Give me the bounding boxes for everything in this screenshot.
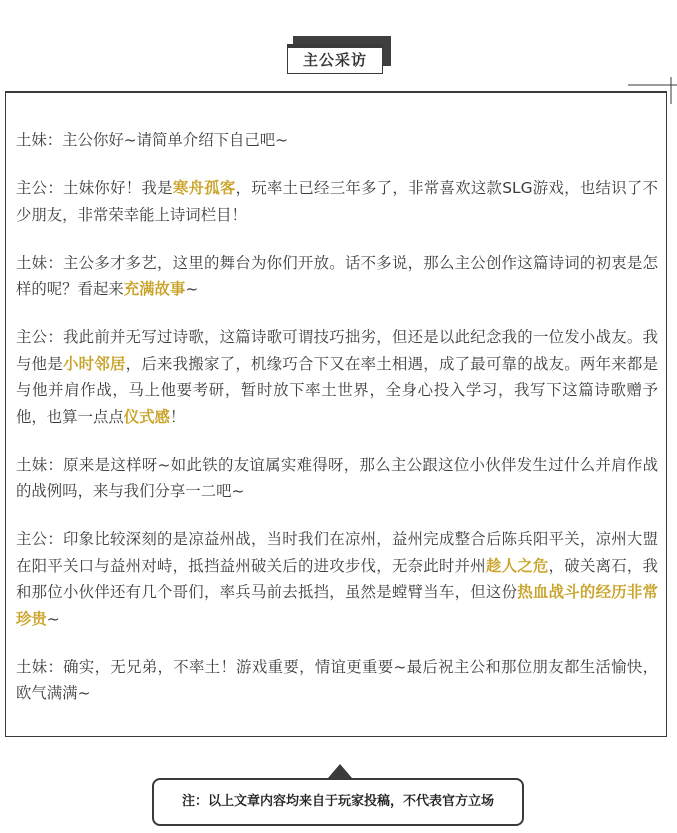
paragraph-text: 土妹：主公多才多艺，这里的舞台为你们开放。话不多说，那么主公创作这篇诗词的初衷是怎样的呢？看起来 xyxy=(16,253,658,298)
highlighted-phrase: 充满故事 xyxy=(123,280,186,298)
paragraph-text: ~ xyxy=(185,280,199,298)
highlighted-phrase: 小时邻居 xyxy=(63,354,126,373)
interview-content xyxy=(16,127,658,728)
note-pointer-icon xyxy=(328,764,352,778)
highlighted-phrase: 寒舟孤客 xyxy=(172,179,236,197)
interview-paragraph xyxy=(16,250,658,303)
interview-paragraph xyxy=(16,127,658,154)
paragraph-text: ~ xyxy=(46,609,60,628)
section-title: 主公采访 xyxy=(287,44,383,74)
paragraph-text: ，后来我搬家了，机缘巧合下又在率土相遇，成了最可靠的战友。两年来都是与他并肩作战，马上他要考研，暂时放下率土世界，全身心投入学习，我写下这篇诗歌赠予他，也算一点点 xyxy=(16,354,658,426)
paragraph-text: 主公：我此前并无写过诗歌，这篇诗歌可谓技巧拙劣，但还是以此纪念我的一位发小战友。我与他是 xyxy=(16,328,658,373)
paragraph-text: 主公：土妹你好！我是 xyxy=(16,179,173,197)
paragraph-text: ！ xyxy=(169,407,186,426)
paragraph-text: ，玩率土已经三年多了，非常喜欢这款SLG游戏，也结识了不少朋友，非常荣幸能上诗词栏目！ xyxy=(16,179,658,224)
interview-paragraph xyxy=(16,654,658,707)
interview-paragraph xyxy=(16,175,658,228)
highlighted-phrase: 趁人之危 xyxy=(485,556,549,575)
highlighted-phrase: 仪式感 xyxy=(123,407,170,426)
paragraph-text: 土妹：确实，无兄弟，不率土！游戏重要，情谊更重要~最后祝主公和那位朋友都生活愉快，欧气满满~ xyxy=(16,657,658,702)
disclaimer-note: 注：以上文章内容均来自于玩家投稿，不代表官方立场 xyxy=(152,778,524,826)
interview-paragraph xyxy=(16,452,658,505)
paragraph-text: 主公：印象比较深刻的是凉益州战，当时我们在凉州，益州完成整合后陈兵阳平关，凉州大盟在阳平关口与益州对峙，抵挡益州破关后的进攻步伐，无奈此时并州 xyxy=(16,530,658,575)
interview-paragraph xyxy=(16,526,658,632)
highlighted-phrase: 热血战斗的经历非常珍贵 xyxy=(16,583,658,628)
section-title-badge xyxy=(287,36,391,76)
paragraph-text: 土妹：原来是这样呀~如此铁的友谊属实难得呀，那么主公跟这位小伙伴发生过什么并肩作战的战例吗，来与我们分享一二吧~ xyxy=(16,455,658,500)
paragraph-text: ，破关离石，我和那位小伙伴还有几个哥们，率兵马前去抵挡，虽然是螳臂当车，但这份 xyxy=(16,556,658,601)
interview-paragraph xyxy=(16,324,658,430)
paragraph-text: 土妹：主公你好~请简单介绍下自己吧~ xyxy=(16,131,289,149)
